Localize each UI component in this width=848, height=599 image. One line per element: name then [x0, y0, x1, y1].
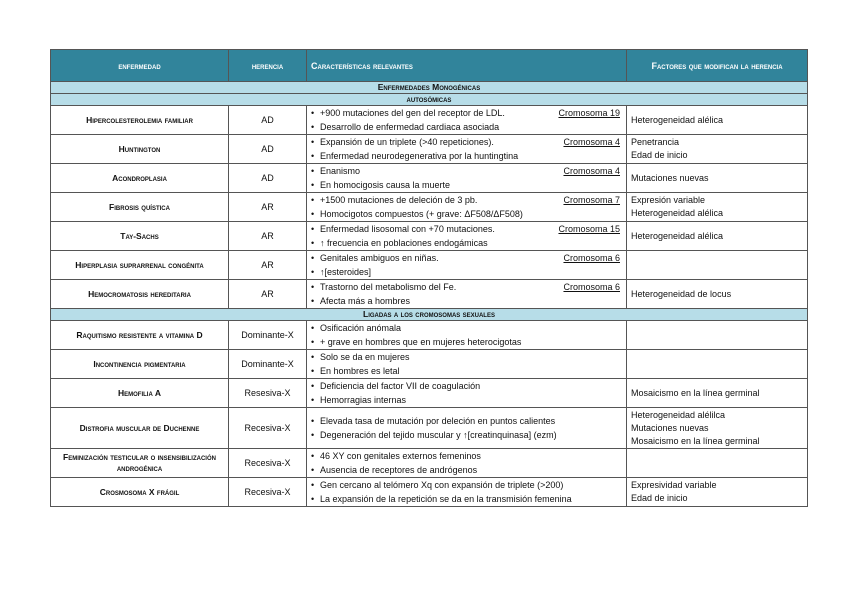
section-autosomicas: [51, 94, 808, 106]
table-row: [51, 106, 808, 135]
features: [307, 193, 627, 222]
inheritance: Dominante-X: [229, 350, 307, 379]
feature-item: • En homocigosis causa la muerte: [311, 178, 622, 192]
feature-item: • Elevada tasa de mutación por deleción en puntos calientes: [311, 414, 622, 428]
factors: Heterogeneidad alélica: [627, 106, 808, 135]
disease-name: Raquitismo resistente a vitamina D: [51, 321, 229, 350]
feature-item: • Trastorno del metabolismo del Fe. Cromosoma 6: [311, 280, 622, 294]
features: [307, 408, 627, 449]
inheritance: AD: [229, 106, 307, 135]
factors: Expresividad variable Edad de inicio: [627, 478, 808, 507]
table-row: [51, 135, 808, 164]
feature-item: • 46 XY con genitales externos femeninos: [311, 449, 622, 463]
features: [307, 106, 627, 135]
chromosome-label: Cromosoma 19: [558, 108, 620, 118]
factors: [627, 449, 808, 478]
inheritance: Recesiva-X: [229, 408, 307, 449]
section-title: Enfermedades Monogénicas: [51, 82, 808, 94]
header-enfermedad: enfermedad: [51, 50, 229, 82]
factors: Penetrancia Edad de inicio: [627, 135, 808, 164]
inheritance: AR: [229, 280, 307, 309]
factors: Heterogeneidad alélilca Mutaciones nuevas Mosaicismo en la línea germinal: [627, 408, 808, 449]
factors: Heterogeneidad alélica: [627, 222, 808, 251]
inheritance: AR: [229, 222, 307, 251]
features: [307, 164, 627, 193]
section-title: Ligadas a los cromosomas sexuales: [51, 309, 808, 321]
feature-item: • +900 mutaciones del gen del receptor de LDL. Cromosoma 19: [311, 106, 622, 120]
disease-name: Distrofia muscular de Duchenne: [51, 408, 229, 449]
inheritance: Dominante-X: [229, 321, 307, 350]
disease-name: Hiperplasia suprarrenal congénita: [51, 251, 229, 280]
features: [307, 350, 627, 379]
features: [307, 135, 627, 164]
section-monogenicas: [51, 82, 808, 94]
feature-item: • ↑[esteroides]: [311, 265, 622, 279]
feature-item: • +1500 mutaciones de deleción de 3 pb. Cromosoma 7: [311, 193, 622, 207]
features: [307, 379, 627, 408]
inheritance: Recesiva-X: [229, 478, 307, 507]
disease-name: Hipercolesterolemia familiar: [51, 106, 229, 135]
factors: Mosaicismo en la línea germinal: [627, 379, 808, 408]
feature-item: • Afecta más a hombres: [311, 294, 622, 308]
section-title: autosómicas: [51, 94, 808, 106]
feature-item: • Deficiencia del factor VII de coagulación: [311, 379, 622, 393]
inheritance: Recesiva-X: [229, 449, 307, 478]
features: [307, 280, 627, 309]
chromosome-label: Cromosoma 15: [558, 224, 620, 234]
feature-item: • Enfermedad neurodegenerativa por la huntingtina: [311, 149, 622, 163]
feature-item: • Homocigotos compuestos (+ grave: ΔF508/ΔF508): [311, 207, 622, 221]
inheritance: Resesiva-X: [229, 379, 307, 408]
features: [307, 478, 627, 507]
header-factores: Factores que modifican la herencia: [627, 50, 808, 82]
feature-item: • ↑ frecuencia en poblaciones endogámicas: [311, 236, 622, 250]
feature-item: • Ausencia de receptores de andrógenos: [311, 463, 622, 477]
feature-item: • Degeneración del tejido muscular y ↑[creatinquinasa] (ezm): [311, 428, 622, 442]
disease-name: Crosmosoma X frágil: [51, 478, 229, 507]
features: [307, 222, 627, 251]
table-row: [51, 350, 808, 379]
feature-item: • En hombres es letal: [311, 364, 622, 378]
table-row: [51, 321, 808, 350]
feature-item: • La expansión de la repetición se da en la transmisión femenina: [311, 492, 622, 506]
table-row: [51, 478, 808, 507]
feature-item: • Desarrollo de enfermedad cardiaca asociada: [311, 120, 622, 134]
disease-name: Hemocromatosis hereditaria: [51, 280, 229, 309]
factors: [627, 350, 808, 379]
feature-item: • Genitales ambiguos en niñas. Cromosoma 6: [311, 251, 622, 265]
table-row: [51, 449, 808, 478]
genetic-disease-table: [50, 49, 808, 507]
inheritance: AR: [229, 193, 307, 222]
table-row: [51, 222, 808, 251]
inheritance: AD: [229, 135, 307, 164]
factors: Mutaciones nuevas: [627, 164, 808, 193]
chromosome-label: Cromosoma 4: [563, 137, 620, 147]
disease-name: Incontinencia pigmentaria: [51, 350, 229, 379]
section-ligadas: [51, 309, 808, 321]
factors: [627, 251, 808, 280]
chromosome-label: Cromosoma 7: [563, 195, 620, 205]
factors: Heterogeneidad de locus: [627, 280, 808, 309]
feature-item: • Expansión de un triplete (>40 repeticiones). Cromosoma 4: [311, 135, 622, 149]
table-row: [51, 280, 808, 309]
chromosome-label: Cromosoma 6: [563, 253, 620, 263]
factors: [627, 321, 808, 350]
header-caracteristicas: Características relevantes: [307, 50, 627, 82]
feature-item: • Osificación anómala: [311, 321, 622, 335]
disease-name: Fibrosis quística: [51, 193, 229, 222]
feature-item: • Hemorragias internas: [311, 393, 622, 407]
factors: Expresión variable Heterogeneidad alélica: [627, 193, 808, 222]
header-row: [51, 50, 808, 82]
disease-name: Acondroplasia: [51, 164, 229, 193]
disease-name: Huntington: [51, 135, 229, 164]
table-row: [51, 408, 808, 449]
table-row: [51, 251, 808, 280]
feature-item: • Gen cercano al telómero Xq con expansión de triplete (>200): [311, 478, 622, 492]
chromosome-label: Cromosoma 6: [563, 282, 620, 292]
disease-name: Feminización testicular o insensibilización androgénica: [51, 449, 229, 478]
inheritance: AR: [229, 251, 307, 280]
feature-item: • Enanismo Cromosoma 4: [311, 164, 622, 178]
chromosome-label: Cromosoma 4: [563, 166, 620, 176]
table-row: [51, 379, 808, 408]
table-row: [51, 193, 808, 222]
features: [307, 449, 627, 478]
feature-item: • + grave en hombres que en mujeres heterocigotas: [311, 335, 622, 349]
features: [307, 251, 627, 280]
disease-name: Tay-Sachs: [51, 222, 229, 251]
features: [307, 321, 627, 350]
table-row: [51, 164, 808, 193]
header-herencia: herencia: [229, 50, 307, 82]
feature-item: • Enfermedad lisosomal con +70 mutaciones. Cromosoma 15: [311, 222, 622, 236]
disease-name: Hemofilia A: [51, 379, 229, 408]
feature-item: • Solo se da en mujeres: [311, 350, 622, 364]
inheritance: AD: [229, 164, 307, 193]
